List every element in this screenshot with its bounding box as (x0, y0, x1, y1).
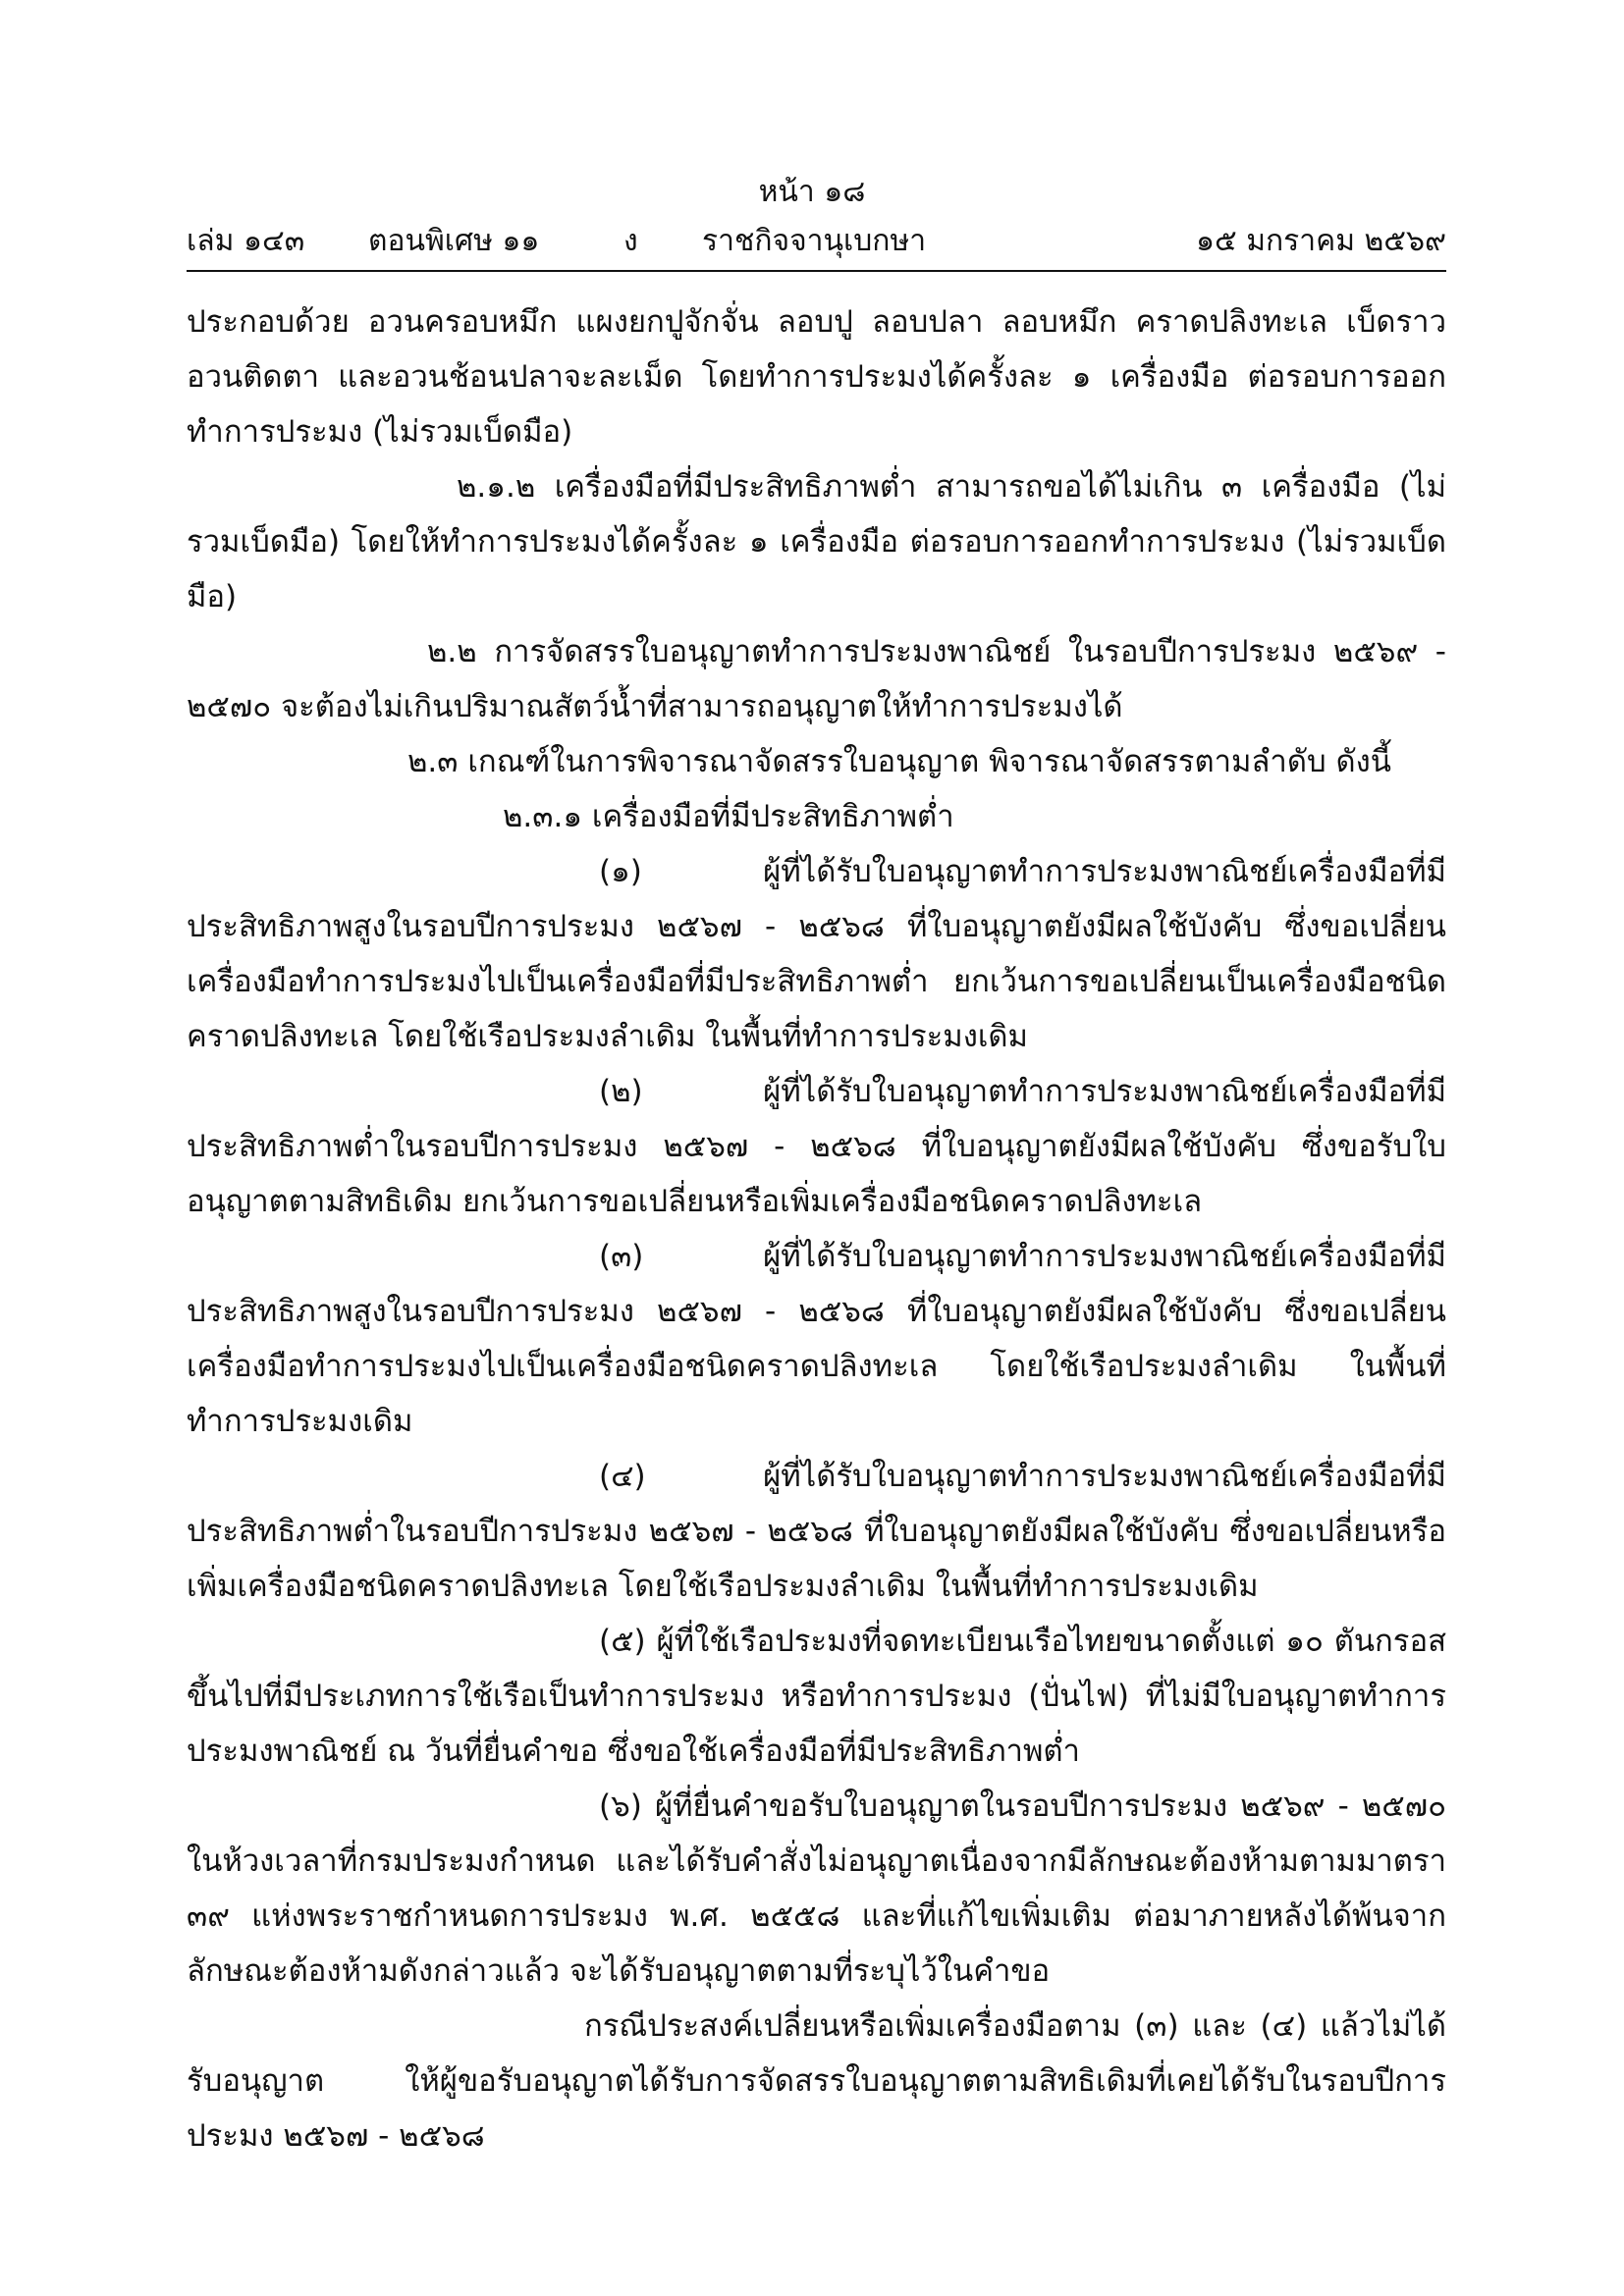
publication-date: ๑๕ มกราคม ๒๕๖๙ (1195, 224, 1446, 258)
paragraph-2-2: ๒.๒ การจัดสรรใบอนุญาตทำการประมงพาณิชย์ ในรอบปีการประมง ๒๕๖๙ - ๒๕๗๐ จะต้องไม่เกินปริมาณสัตว์น้ำที่สามารถอนุญาตให้ทำการประมงได้ (187, 634, 1446, 724)
paragraph-2-1-2: ๒.๑.๒ เครื่องมือที่มีประสิทธิภาพต่ำ สามารถขอได้ไม่เกิน ๓ เครื่องมือ (ไม่รวมเบ็ดมือ) โดยให้ทำการประมงได้ครั้งละ ๑ เครื่องมือ ต่อรอบการออกทำการประมง (ไม่รวมเบ็ดมือ) (187, 469, 1446, 614)
paragraph-2-3: ๒.๓ เกณฑ์ในการพิจารณาจัดสรรใบอนุญาต พิจารณาจัดสรรตามลำดับ ดังนี้ (407, 744, 1391, 779)
list-item-3: (๓) ผู้ที่ได้รับใบอนุญาตทำการประมงพาณิชย์เครื่องมือที่มีประสิทธิภาพสูงในรอบปีการประมง ๒๕๖๗ - ๒๕๖๘ ที่ใบอนุญาตยังมีผลใช้บังคับ ซึ่งขอเปลี่ยนเครื่องมือทำการประมงไปเป็นเครื่องมือชนิดคราดปลิงทะเล โดยใช้เรือประมงลำเดิม ในพื้นที่ทำการประมงเดิม (187, 1239, 1446, 1439)
header-divider (187, 270, 1446, 272)
special-section: ตอนพิเศษ ๑๑ (368, 224, 540, 258)
list-item-6: (๖) ผู้ที่ยื่นคำขอรับใบอนุญาตในรอบปีการประมง ๒๕๖๙ - ๒๕๗๐ ในห้วงเวลาที่กรมประมงกำหนด และได้รับคำสั่งไม่อนุญาตเนื่องจากมีลักษณะต้องห้ามตามมาตรา ๓๙ แห่งพระราชกำหนดการประมง พ.ศ. ๒๕๕๘ และที่แก้ไขเพิ่มเติม ต่อมาภายหลังได้พ้นจากลักษณะต้องห้ามดังกล่าวแล้ว จะได้รับอนุญาตตามที่ระบุไว้ในคำขอ (187, 1789, 1446, 1989)
gazette-name: ราชกิจจานุเบกษา (702, 224, 927, 258)
list-item-1: (๑) ผู้ที่ได้รับใบอนุญาตทำการประมงพาณิชย์เครื่องมือที่มีประสิทธิภาพสูงในรอบปีการประมง ๒๕๖๗ - ๒๕๖๘ ที่ใบอนุญาตยังมีผลใช้บังคับ ซึ่งขอเปลี่ยนเครื่องมือทำการประมงไปเป็นเครื่องมือที่มีประสิทธิภาพต่ำ ยกเว้นการขอเปลี่ยนเป็นเครื่องมือชนิดคราดปลิงทะเล โดยใช้เรือประมงลำเดิม ในพื้นที่ทำการประมงเดิม (187, 854, 1446, 1054)
paragraph-continuation: ประกอบด้วย อวนครอบหมึก แผงยกปูจักจั่น ลอบปู ลอบปลา ลอบหมึก คราดปลิงทะเล เบ็ดราว อวนติดตา และอวนช้อนปลาจะละเม็ด โดยทำการประมงได้ครั้งละ ๑ เครื่องมือ ต่อรอบการออกทำการประมง (ไม่รวมเบ็ดมือ) (187, 304, 1446, 450)
part-letter: ง (623, 224, 638, 258)
list-item-5: (๕) ผู้ที่ใช้เรือประมงที่จดทะเบียนเรือไทยขนาดตั้งแต่ ๑๐ ตันกรอสขึ้นไปที่มีประเภทการใช้เรือเป็นทำการประมง หรือทำการประมง (ปั่นไฟ) ที่ไม่มีใบอนุญาตทำการประมงพาณิชย์ ณ วันที่ยื่นคำขอ ซึ่งขอใช้เครื่องมือที่มีประสิทธิภาพต่ำ (187, 1624, 1446, 1769)
list-item-4: (๔) ผู้ที่ได้รับใบอนุญาตทำการประมงพาณิชย์เครื่องมือที่มีประสิทธิภาพต่ำในรอบปีการประมง ๒๕๖๗ - ๒๕๖๘ ที่ใบอนุญาตยังมีผลใช้บังคับ ซึ่งขอเปลี่ยนหรือเพิ่มเครื่องมือชนิดคราดปลิงทะเล โดยใช้เรือประมงลำเดิม ในพื้นที่ทำการประมงเดิม (187, 1459, 1446, 1604)
gazette-header-row (187, 222, 1446, 261)
closing-paragraph: กรณีประสงค์เปลี่ยนหรือเพิ่มเครื่องมือตาม (๓) และ (๔) แล้วไม่ได้รับอนุญาต ให้ผู้ขอรับอนุญาตได้รับการจัดสรรใบอนุญาตตามสิทธิเดิมที่เคยได้รับในรอบปีการประมง ๒๕๖๗ - ๒๕๖๘ (187, 2008, 1446, 2154)
page-number: หน้า ๑๘ (758, 175, 866, 209)
volume-number: เล่ม ๑๔๓ (187, 224, 305, 258)
list-item-2: (๒) ผู้ที่ได้รับใบอนุญาตทำการประมงพาณิชย์เครื่องมือที่มีประสิทธิภาพต่ำในรอบปีการประมง ๒๕๖๗ - ๒๕๖๘ ที่ใบอนุญาตยังมีผลใช้บังคับ ซึ่งขอรับใบอนุญาตตามสิทธิเดิม ยกเว้นการขอเปลี่ยนหรือเพิ่มเครื่องมือชนิดคราดปลิงทะเล (187, 1074, 1446, 1219)
paragraph-2-3-1: ๒.๓.๑ เครื่องมือที่มีประสิทธิภาพต่ำ (503, 799, 954, 834)
body-text (187, 294, 1446, 2163)
